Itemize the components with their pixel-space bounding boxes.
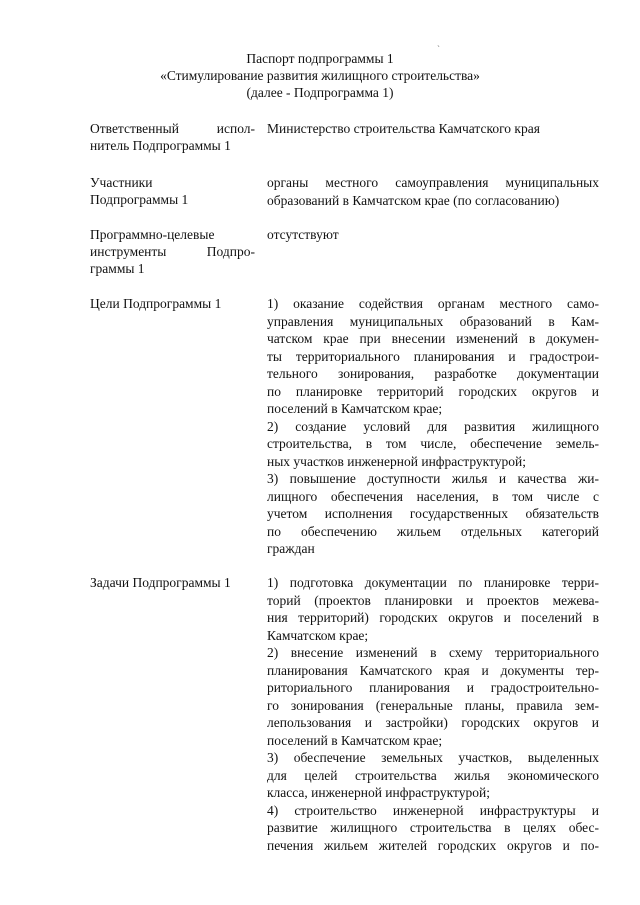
row-value: органы местного самоуправления муниципальных образований в Камчатском крае (по согласованию)	[267, 175, 599, 208]
row-label: Программно-целевые инструменты Подпро- граммы 1	[90, 227, 255, 276]
row-value: 1) подготовка документации по планировке терри- торий (проектов планировки и проектов межева- ния территорий) городских округов и поселений в Камчатском крае; 2) внесение изменений в схему территориального планирования Камчатского края и документы тер- риториального планирования и градостроительно- го зонирования (генеральные планы, правила зем- лепользования и застройки) городских округов и поселений в Камчатском крае; 3) обеспечение земельных участков, выделенных для целей строительства жилья экономического класса, инженерной инфраструктурой; 4) строительство инженерной инфраструктуры и развитие жилищного строительства в целях обес- печения жильем жителей городских округов и по-	[267, 575, 599, 853]
title-line-3: (далее - Подпрограмма 1)	[246, 85, 394, 100]
title-line-2: «Стимулирование развития жилищного строительства»	[160, 68, 480, 83]
document-title	[100, 50, 540, 101]
scan-mark: `	[437, 44, 440, 54]
row-label: Ответственный испол- нитель Подпрограммы 1	[90, 121, 255, 153]
row-label: Цели Подпрограммы 1	[90, 296, 222, 311]
row-value: 1) оказание содействия органам местного само- управления муниципальных образований в Кам- чатском крае при внесении изменений в докумен- ты территориального планирования и градострои- тельного зонирования, разработке документации по планировке территорий городских округов и поселений в Камчатском крае; 2) создание условий для развития жилищного строительства, в том числе, обеспечение земель- ных участков инженерной инфраструктурой; 3) повышение доступности жилья и качества жи- лищного обеспечения населения, в том числе с учетом исполнения государственных обязательств по обеспечению жильем отдельных категорий граждан	[267, 296, 599, 556]
row-label: Участники Подпрограммы 1	[90, 175, 189, 207]
row-value: Министерство строительства Камчатского края	[267, 121, 540, 136]
row-label: Задачи Подпрограммы 1	[90, 575, 231, 590]
title-line-1: Паспорт подпрограммы 1	[246, 51, 394, 66]
row-value: отсутствуют	[267, 227, 339, 242]
